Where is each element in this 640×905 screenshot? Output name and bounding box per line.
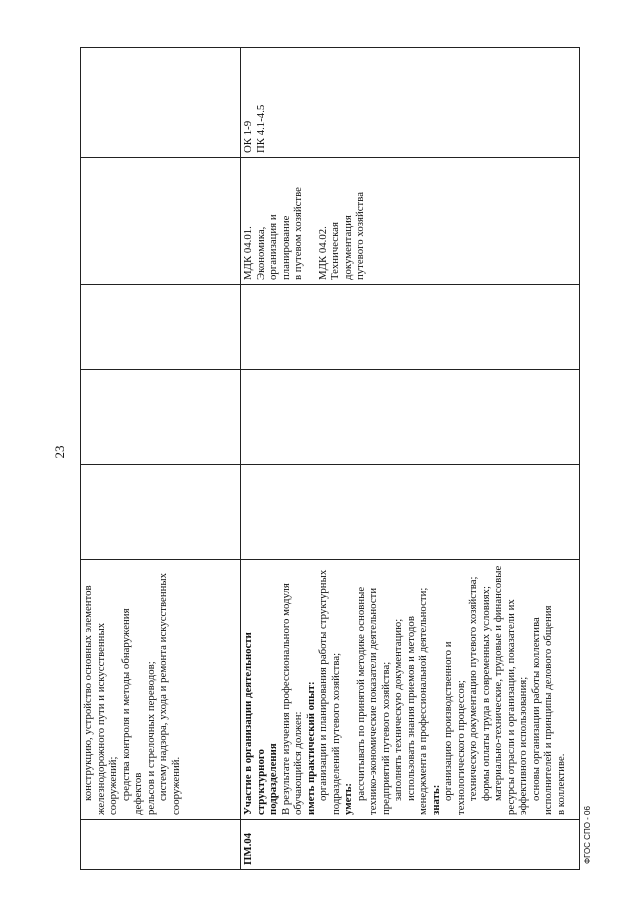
mdk-04-02 — [317, 162, 367, 280]
competency-cell — [81, 48, 241, 158]
table-row-continuation — [81, 48, 241, 870]
text-line: материально-технические, трудовые и финансовые — [492, 565, 505, 801]
text-line: исполнителей и принципы делового общения — [542, 605, 555, 815]
module-code: ПМ.04 — [241, 820, 580, 870]
mdk-list — [241, 158, 580, 285]
hours-cell — [81, 370, 241, 465]
text-line: организации и планирования работы структурных — [317, 569, 330, 801]
text-line: организацию производственного и — [442, 641, 455, 801]
text-line: подразделений путевого хозяйства; — [329, 652, 342, 815]
text-line: В результате изучения профессионального модуля — [279, 583, 292, 815]
text-line: подразделения — [267, 743, 280, 815]
text-line: использовать знания приемов и методов — [404, 616, 417, 801]
text-line: систему надзора, ухода и ремонта искусственных — [157, 572, 170, 801]
list-line: в путевом хозяйстве — [292, 187, 305, 280]
hours-cell — [241, 370, 580, 465]
program-table — [80, 47, 580, 870]
text-line: иметь практический опыт: — [304, 681, 317, 815]
page-number: 23 — [52, 445, 67, 459]
text-line: технико-экономические показатели деятельности — [367, 587, 380, 815]
footer-code: ФГОС СПО - 06 — [583, 806, 592, 864]
text-line: уметь: — [342, 782, 355, 815]
list-line: планирование — [279, 215, 292, 280]
total-hours-cell — [81, 465, 241, 560]
text-line: железнодорожного пути и искусственных — [94, 622, 107, 815]
hours-cell-2 — [241, 285, 580, 370]
text-line: предприятий путевого хозяйства; — [379, 661, 392, 815]
list-line: путевого хозяйства — [354, 191, 367, 280]
list-line: ПК 4.1-4.5 — [254, 104, 267, 153]
text-line: эффективного использования; — [517, 676, 530, 815]
text-line: ресурсы отрасли и организации, показатели их — [504, 599, 517, 815]
text-line: Участие в организации деятельности структурного — [242, 632, 267, 815]
total-hours-cell — [241, 465, 580, 560]
list-line: МДК 04.02. — [316, 226, 329, 280]
table-row-pm04 — [241, 48, 580, 870]
text-line: сооружений; — [107, 756, 120, 815]
text-line: средства контроля и методы обнаружения дефектов — [119, 608, 145, 815]
text-line: основы организации работы коллектива — [529, 617, 542, 801]
mdk-cell — [81, 158, 241, 285]
text-line: технологического процессов; — [454, 680, 467, 815]
list-line: документация — [341, 215, 354, 280]
mdk-04-01 — [242, 162, 305, 280]
list-line: Техническая — [329, 222, 342, 280]
description-cell — [81, 560, 241, 820]
competency-codes — [241, 48, 580, 158]
code-cell — [81, 820, 241, 870]
text-line: менеджмента в профессиональной деятельности; — [417, 587, 430, 815]
list-line: МДК 04.01. — [242, 226, 254, 280]
list-line: ОК 1-9 — [242, 120, 254, 153]
rotated-page — [40, 22, 600, 882]
text-line: в коллективе. — [554, 753, 567, 815]
text-line: сооружений. — [169, 756, 182, 815]
text-line: рассчитывать по принятой методике основные — [354, 586, 367, 801]
list-line: Экономика, — [254, 226, 267, 280]
module-description — [241, 560, 580, 820]
text-line: знать: — [429, 784, 442, 815]
hours-cell-2 — [81, 285, 241, 370]
text-line: обучающийся должен: — [292, 711, 305, 815]
text-line: конструкцию, устройство основных элементов — [82, 585, 94, 801]
text-line: техническую документацию путевого хозяйства; — [467, 576, 480, 801]
text-line: заполнять техническую документацию; — [392, 618, 405, 801]
text-line: рельсов и стрелочных переводов; — [144, 661, 157, 815]
text-line: формы оплаты труда в современных условиях; — [479, 586, 492, 801]
list-line: организация и — [267, 214, 280, 280]
